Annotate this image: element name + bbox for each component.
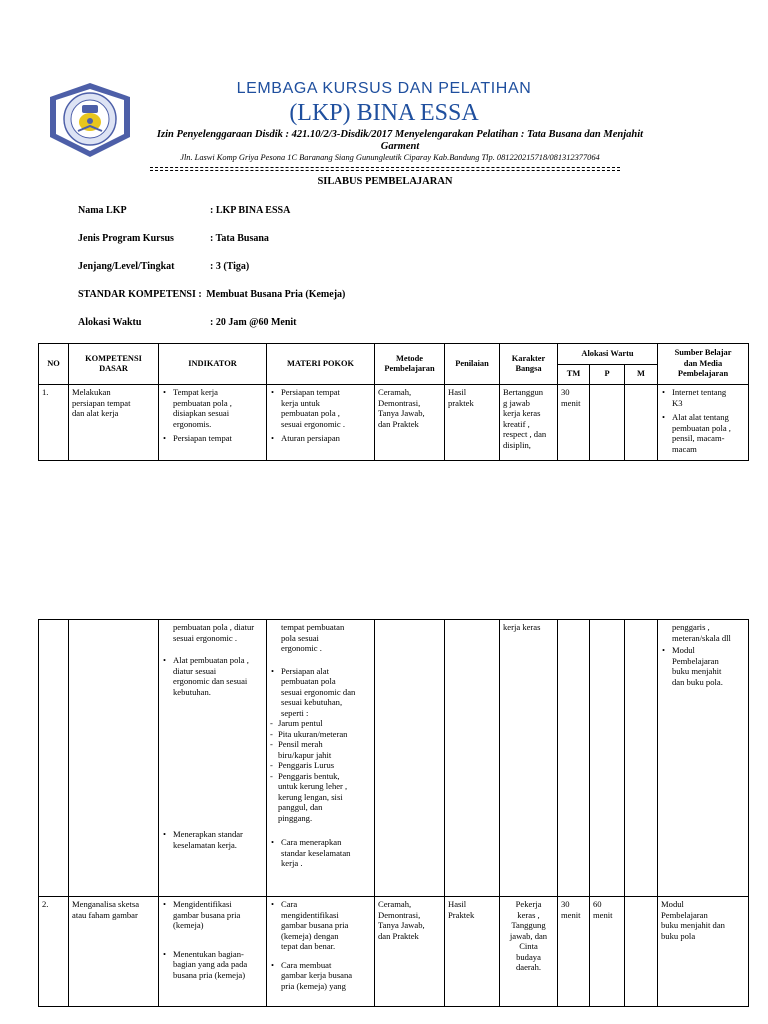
sub-item: - Pita ukuran/meteran bbox=[270, 729, 371, 740]
field-label: Jenis Program Kursus bbox=[78, 233, 174, 244]
cell-metode bbox=[375, 620, 445, 897]
institution-logo bbox=[42, 79, 138, 161]
cell-tm: 30 menit bbox=[558, 897, 590, 1007]
cell-materi bbox=[267, 385, 375, 461]
header-alokasi: Alokasi Wartu bbox=[558, 344, 658, 365]
cell-penilaian: Hasil Praktek bbox=[445, 897, 500, 1007]
header-divider-2 bbox=[150, 170, 620, 171]
header-p: P bbox=[590, 365, 625, 385]
syllabus-table bbox=[38, 343, 749, 461]
field-value: Membuat Busana Pria (Kemeja) bbox=[206, 289, 346, 300]
cell-karakter: Pekerja keras , Tanggung jawab, dan Cinta budaya daerah. bbox=[500, 897, 558, 1007]
table-row bbox=[39, 385, 749, 461]
cell-indikator bbox=[159, 897, 267, 1007]
cell-m bbox=[625, 897, 658, 1007]
institution-name: (LKP) BINA ESSA bbox=[289, 100, 479, 126]
header-kompetensi: KOMPETENSI DASAR bbox=[69, 344, 159, 385]
list-item: • Menerapkan standar keselamatan kerja. bbox=[162, 829, 263, 850]
license-info: Izin Penyelenggaraan Disdik : 421.10/2/3-Disdik/2017 Menyelengarakan Pelatihan : Tata Busana dan Menjahit Garment bbox=[156, 129, 644, 152]
cell-metode: Ceramah, Demontrasi, Tanya Jawab, dan Praktek bbox=[375, 897, 445, 1007]
list-item: • Cara menerapkan standar keselamatan kerja . bbox=[270, 837, 371, 869]
cell-no bbox=[39, 620, 69, 897]
list-item: • Menentukan bagian- bagian yang ada pada busana pria (kemeja) bbox=[162, 949, 263, 981]
cell-karakter: kerja keras bbox=[500, 620, 558, 897]
cell-p: 60 menit bbox=[590, 897, 625, 1007]
cell-m bbox=[625, 620, 658, 897]
header-tm: TM bbox=[558, 365, 590, 385]
cell-p bbox=[590, 620, 625, 897]
syllabus-table-continued bbox=[38, 619, 749, 1007]
header-penilaian: Penilaian bbox=[445, 344, 500, 385]
cell-materi bbox=[267, 897, 375, 1007]
document-title: SILABUS PEMBELAJARAN bbox=[317, 176, 453, 187]
list-item: • Persiapan alat pembuatan pola sesuai ergonomic dan sesuai kebutuhan, seperti : bbox=[270, 666, 371, 719]
list-item: • Aturan persiapan bbox=[270, 433, 371, 444]
cell-penilaian: Hasil praktek bbox=[445, 385, 500, 461]
seal-icon bbox=[42, 79, 138, 161]
cell-p bbox=[590, 385, 625, 461]
cell-materi bbox=[267, 620, 375, 897]
cell-kompetensi: Menganalisa sketsa atau faham gambar bbox=[69, 897, 159, 1007]
field-jenis-program bbox=[78, 233, 269, 244]
cell-indikator bbox=[159, 620, 267, 897]
cell-sumber bbox=[658, 620, 749, 897]
list-item: • Alat alat tentang pembuatan pola , pensil, macam- macam bbox=[661, 412, 745, 454]
list-item: • Cara mengidentifikasi gambar busana pria (kemeja) dengan tepat dan benar. bbox=[270, 899, 371, 952]
list-item: • Persiapan tempat bbox=[162, 433, 263, 444]
table-row bbox=[39, 897, 749, 1007]
cell-metode: Ceramah, Demontrasi, Tanya Jawab, dan Praktek bbox=[375, 385, 445, 461]
field-value: : Tata Busana bbox=[210, 233, 269, 244]
header-indikator: INDIKATOR bbox=[159, 344, 267, 385]
header-m: M bbox=[625, 365, 658, 385]
field-label: Nama LKP bbox=[78, 205, 127, 216]
header-metode: Metode Pembelajaran bbox=[375, 344, 445, 385]
continued-text: pembuatan pola , diatur sesuai ergonomic . bbox=[173, 622, 255, 643]
continued-text: tempat pembuatan pola sesuai ergonomic . bbox=[281, 622, 345, 653]
field-standar-kompetensi bbox=[78, 289, 345, 300]
list-item: • Persiapan tempat kerja untuk pembuatan pola , sesuai ergonomic . bbox=[270, 387, 371, 429]
list-item: • Cara membuat gambar kerja busana pria (kemeja) yang bbox=[270, 960, 371, 992]
cell-no: 2. bbox=[39, 897, 69, 1007]
continued-text: penggaris , meteran/skala dll bbox=[672, 622, 731, 643]
field-value: : 3 (Tiga) bbox=[210, 261, 250, 272]
sub-item: - Penggaris bentuk, untuk kerung leher , kerung lengan, sisi panggul, dan pinggang. bbox=[270, 771, 371, 824]
cell-tm bbox=[558, 620, 590, 897]
cell-sumber bbox=[658, 385, 749, 461]
header-divider bbox=[150, 167, 620, 168]
cell-m bbox=[625, 385, 658, 461]
cell-kompetensi bbox=[69, 620, 159, 897]
header-karakter: Karakter Bangsa bbox=[500, 344, 558, 385]
list-item: • Modul Pembelajaran buku menjahit dan buku pola. bbox=[661, 645, 745, 687]
field-label: STANDAR KOMPETENSI : bbox=[78, 289, 202, 300]
sub-item: - Jarum pentul bbox=[270, 718, 371, 729]
list-item: • Mengidentifikasi gambar busana pria (kemeja) bbox=[162, 899, 263, 931]
header-sumber: Sumber Belajar dan Media Pembelajaran bbox=[658, 344, 749, 385]
list-item: • Alat pembuatan pola , diatur sesuai ergonomic dan sesuai kebutuhan. bbox=[162, 655, 263, 697]
cell-penilaian bbox=[445, 620, 500, 897]
address-line: Jln. Laswi Komp Griya Pesona 1C Baranang Siang Gunungleutik Ciparay Kab.Bandung Tlp. 081220215718/081312377064 bbox=[180, 153, 600, 162]
cell-sumber: Modul Pembelajaran buku menjahit dan buku pola bbox=[658, 897, 749, 1007]
header-no: NO bbox=[39, 344, 69, 385]
header-materi: MATERI POKOK bbox=[267, 344, 375, 385]
sub-item: - Penggaris Lurus bbox=[270, 760, 371, 771]
field-label: Alokasi Waktu bbox=[78, 317, 142, 328]
table-row bbox=[39, 620, 749, 897]
field-nama-lkp bbox=[78, 205, 291, 216]
field-value: : 20 Jam @60 Menit bbox=[210, 317, 297, 328]
institution-title: LEMBAGA KURSUS DAN PELATIHAN bbox=[236, 80, 532, 97]
cell-indikator bbox=[159, 385, 267, 461]
sub-item: - Pensil merah biru/kapur jahit bbox=[270, 739, 371, 760]
cell-tm: 30 menit bbox=[558, 385, 590, 461]
cell-karakter: Bertanggun g jawab kerja keras kreatif , respect , dan disiplin, bbox=[500, 385, 558, 461]
cell-no: 1. bbox=[39, 385, 69, 461]
field-alokasi-waktu bbox=[78, 317, 297, 328]
list-item: • Tempat kerja pembuatan pola , disiapkan sesuai ergonomis. bbox=[162, 387, 263, 429]
list-item: • Internet tentang K3 bbox=[661, 387, 745, 408]
field-value: : LKP BINA ESSA bbox=[210, 205, 291, 216]
cell-kompetensi: Melakukan persiapan tempat dan alat kerja bbox=[69, 385, 159, 461]
field-label: Jenjang/Level/Tingkat bbox=[78, 261, 175, 272]
field-jenjang bbox=[78, 261, 250, 272]
